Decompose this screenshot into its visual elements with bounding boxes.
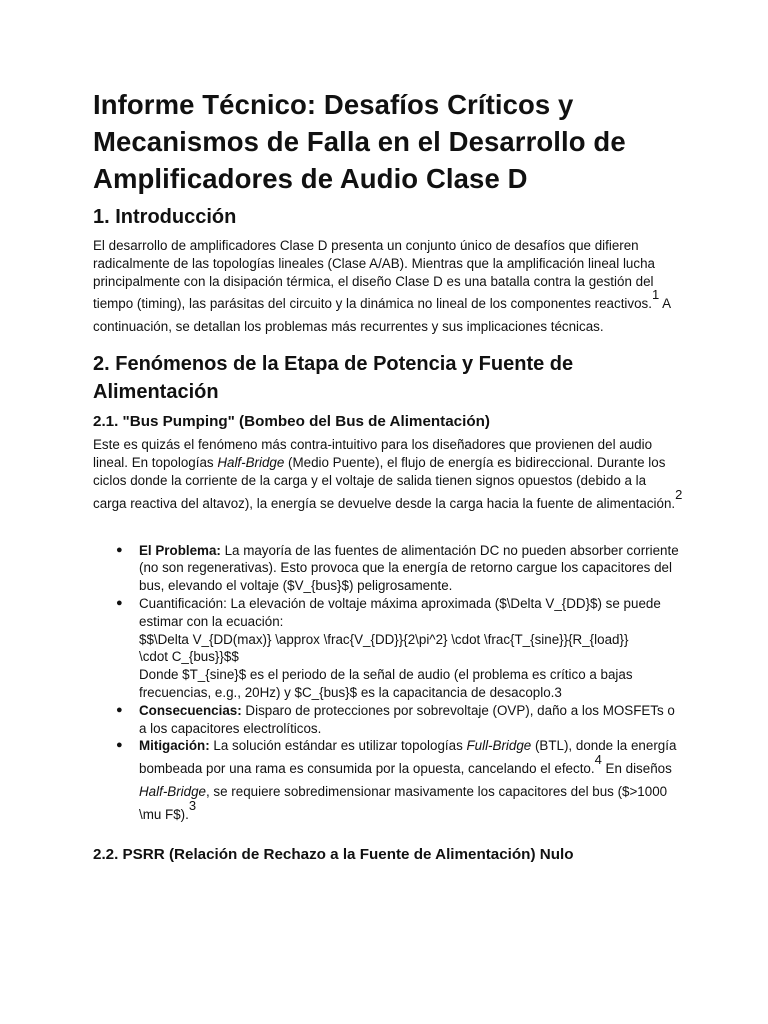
equation-line-2: \cdot C_{bus}}$$ [139,649,239,665]
list-item-consecuencias [93,702,683,738]
footnote-ref-1[interactable]: 1 [651,287,660,303]
list-item-problema [93,542,683,595]
bullet-text-mitigacion-c: En diseños [601,761,672,777]
equation-explanation: Donde $T_{sine}$ es el periodo de la señal de audio (el problema es crítico a bajas frecuencias, e.g., 20Hz) y $C_{bus}$ es la capacitancia de desacoplo.3 [139,667,633,700]
intro-text-tail: A continuación, se detallan los problemas más recurrentes y sus implicaciones técnicas. [93,296,671,335]
bullet-icon: ● [116,739,123,752]
bullet-icon: ● [116,703,123,716]
bullet-label-consecuencias: Consecuencias: [139,702,242,718]
section-1-heading: 1. Introducción [93,206,237,228]
equation-line-1: $$\Delta V_{DD(max)} \approx \frac{V_{DD}}{2\pi^2} \cdot \frac{T_{sine}}{R_{load}} [139,631,629,647]
bullet-text-mitigacion-b: (BTL), donde la energía bombeada por una rama es consumida por la opuesta, cancelando el efecto. [139,738,677,777]
section-2-heading: 2. Fenómenos de la Etapa de Potencia y Fuente de Alimentación [93,353,574,404]
intro-paragraph [93,237,683,336]
bullet-text-cuantificacion: Cuantificación: La elevación de voltaje máxima aproximada ($\Delta V_{DD}$) se puede estimar con la ecuación: [139,595,661,629]
subsection-2-1-heading: 2.1. "Bus Pumping" (Bombeo del Bus de Alimentación) [93,413,490,431]
bus-pumping-paragraph [93,436,683,517]
footnote-ref-2[interactable]: 2 [675,486,683,502]
bus-pumping-bullet-list [93,542,683,829]
footnote-ref-4[interactable]: 4 [594,752,602,768]
bullet-text-consecuencias: Disparo de protecciones por sobrevoltaje (OVP), daño a los MOSFETs o a los capacitores electrolíticos. [139,702,675,736]
half-bridge-emphasis: Half-Bridge [217,454,285,470]
list-item-cuantificacion [93,595,683,702]
half-bridge-emphasis-2: Half-Bridge [139,784,206,800]
list-item-mitigacion [93,737,683,829]
bullet-text-mitigacion-d: , se requiere sobredimensionar masivamente los capacitores del bus ($>1000 \mu F$). [139,784,668,822]
intro-text: El desarrollo de amplificadores Clase D presenta un conjunto único de desafíos que difieren radicalmente de las topologías lineales (Clase A/AB). Mientras que la amplificación lineal lucha principalmente con la disipación térmica, el diseño Clase D es una batalla contra la gestión del tiempo (timing), las parásitas del circuito y la dinámica no lineal de los componentes reactivos. [93,238,655,312]
footnote-ref-3[interactable]: 3 [188,797,197,813]
bus-pumping-text-a: Este es quizás el fenómeno más contra-intuitivo para los diseñadores que provienen del audio lineal. En topologías [93,437,653,470]
bullet-label-mitigacion: Mitigación: [139,738,210,754]
bullet-text-mitigacion-a: La solución estándar es utilizar topologías [209,738,467,754]
document-page [93,86,683,869]
subsection-2-2-heading: 2.2. PSRR (Relación de Rechazo a la Fuente de Alimentación) Nulo [93,845,574,863]
bullet-icon: ● [116,543,123,556]
bus-pumping-text-b: (Medio Puente), el flujo de energía es bidireccional. Durante los ciclos donde la corriente de la carga y el voltaje de salida tienen signos opuestos (debido a la carga reactiva del altavoz), la energía se devuelve desde la carga hacia la fuente de alimentación. [93,454,676,511]
full-bridge-emphasis: Full-Bridge [466,738,532,754]
bullet-label-problema: El Problema: [139,542,221,558]
document-title: Informe Técnico: Desafíos Críticos y Mecanismos de Falla en el Desarrollo de Amplificadores de Audio Clase D [93,89,626,194]
bullet-icon: ● [116,596,123,609]
bullet-text-problema: La mayoría de las fuentes de alimentación DC no pueden absorber corriente (no son regenerativas). Esto provoca que la energía de retorno cargue los capacitores del bus, elevando el voltaje ($V_{bus}$) peligrosamente. [139,542,679,594]
